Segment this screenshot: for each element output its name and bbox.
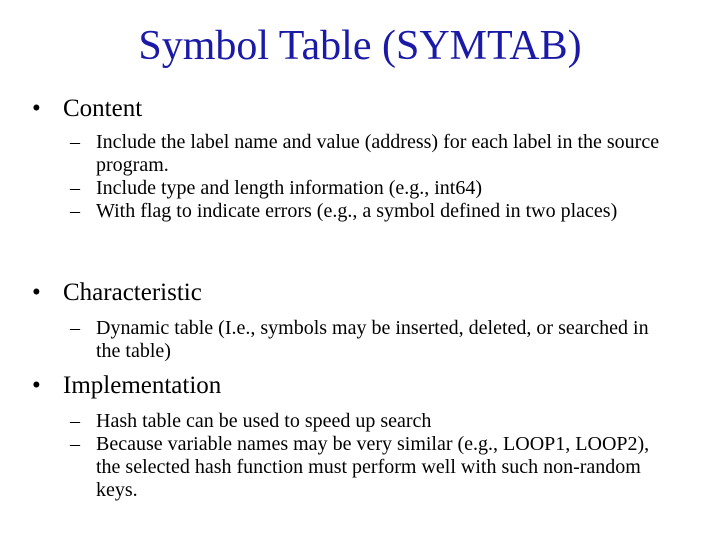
dash-icon: – bbox=[70, 433, 80, 455]
bullet-item-implementation bbox=[0, 371, 720, 401]
bullet-icon: • bbox=[32, 372, 41, 399]
sub-item-text: Include the label name and value (address) for each label in the source program. bbox=[96, 131, 660, 176]
sub-item-text: Hash table can be used to speed up search bbox=[96, 410, 432, 432]
dash-icon: – bbox=[70, 131, 80, 153]
bullet-heading: Characteristic bbox=[63, 279, 202, 306]
sub-item-text: Include type and length information (e.g., int64) bbox=[96, 177, 483, 199]
bullet-icon: • bbox=[32, 95, 41, 122]
bullet-item-content bbox=[0, 94, 720, 124]
sub-item bbox=[0, 200, 676, 223]
bullet-heading: Content bbox=[63, 95, 143, 122]
sub-item bbox=[0, 410, 676, 433]
sub-item bbox=[0, 317, 676, 363]
section-characteristic bbox=[0, 278, 720, 363]
sub-item-text: Because variable names may be very similar (e.g., LOOP1, LOOP2), the selected hash function must perform well with such non-random keys. bbox=[96, 433, 650, 501]
bullet-heading: Implementation bbox=[63, 372, 222, 399]
sub-item bbox=[0, 177, 676, 200]
bullet-item-characteristic bbox=[0, 278, 720, 308]
section-content bbox=[0, 94, 720, 223]
sub-item bbox=[0, 131, 676, 177]
section-implementation bbox=[0, 371, 720, 502]
dash-icon: – bbox=[70, 410, 80, 432]
dash-icon: – bbox=[70, 200, 80, 222]
sub-item-text: Dynamic table (I.e., symbols may be inserted, deleted, or searched in the table) bbox=[96, 317, 649, 362]
bullet-icon: • bbox=[32, 279, 41, 306]
dash-icon: – bbox=[70, 317, 80, 339]
dash-icon: – bbox=[70, 177, 80, 199]
sub-item-text: With flag to indicate errors (e.g., a symbol defined in two places) bbox=[96, 200, 618, 222]
slide-title: Symbol Table (SYMTAB) bbox=[138, 23, 582, 69]
sub-item bbox=[0, 433, 676, 502]
